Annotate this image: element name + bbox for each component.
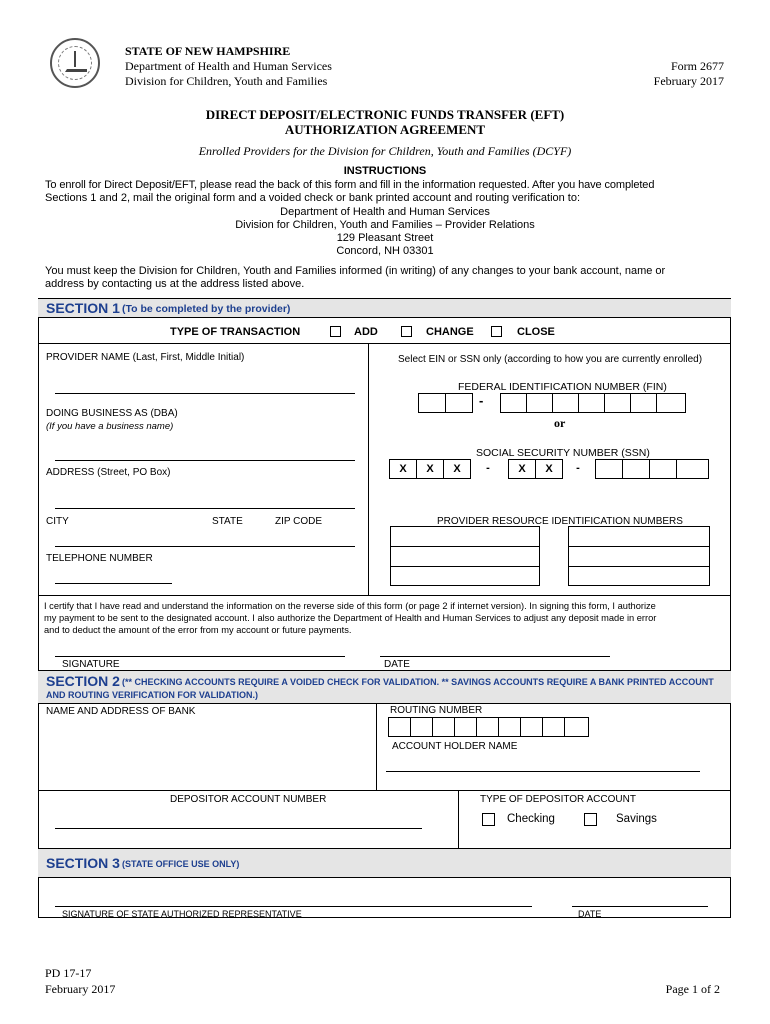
close-label: CLOSE [517, 326, 555, 338]
provider-name-label: PROVIDER NAME (Last, First, Middle Initial) [46, 352, 245, 363]
account-holder-field[interactable] [386, 771, 700, 772]
form-date: February 2017 [653, 74, 724, 88]
instructions-text-2: Sections 1 and 2, mail the original form and a voided check or bank printed account and routing verification to: [45, 192, 581, 204]
provider-resource-id-box-2[interactable] [568, 526, 710, 586]
certification-text: I certify that I have read and understand the information on the reverse side of this form (or page 2 if internet version). In signing this form, I authorize my payment to be sent to the designated account. I also authorize the Department of Health and Human Services to adjust any deposit made in error and to deduct the amount of the error from my account or future payments. [44, 601, 657, 635]
address-field[interactable] [55, 508, 355, 509]
divider [38, 790, 731, 791]
state-label: STATE [212, 516, 243, 527]
mail-address-line1: Department of Health and Human Services [280, 206, 490, 218]
provider-resource-id-box-1[interactable] [390, 526, 540, 586]
ein-ssn-select-note: Select EIN or SSN only (according to how you are currently enrolled) [398, 354, 703, 365]
account-type-label: TYPE OF DEPOSITOR ACCOUNT [480, 794, 636, 805]
column-divider [376, 704, 377, 790]
state-name: STATE OF NEW HAMPSHIRE [125, 44, 291, 58]
section1-note: (To be completed by the provider) [122, 303, 291, 315]
add-checkbox[interactable] [330, 326, 341, 337]
telephone-field[interactable] [55, 583, 172, 584]
instructions-text-1: To enroll for Direct Deposit/EFT, please read the back of this form and fill in the information requested. After you have completed [45, 179, 655, 191]
form-title-line1: DIRECT DEPOSIT/ELECTRONIC FUNDS TRANSFER (EFT) [205, 107, 565, 122]
savings-checkbox[interactable] [584, 813, 597, 826]
change-label: CHANGE [426, 326, 474, 338]
transaction-type-label: TYPE OF TRANSACTION [170, 326, 301, 338]
close-checkbox[interactable] [491, 326, 502, 337]
mail-address-line4: Concord, NH 03301 [336, 245, 434, 257]
section2-note-line1: (** CHECKING ACCOUNTS REQUIRE A VOIDED CHECK FOR VALIDATION. ** SAVINGS ACCOUNTS REQUIRE A BANK PRINTED ACCOUNT [122, 677, 714, 687]
page-number: Page 1 of 2 [665, 982, 720, 996]
state-rep-date-label: DATE [578, 909, 602, 919]
instructions-heading: INSTRUCTIONS [343, 165, 427, 177]
provider-resource-id-label: PROVIDER RESOURCE IDENTIFICATION NUMBERS [437, 516, 683, 527]
dba-label: DOING BUSINESS AS (DBA) [46, 408, 178, 419]
section1-title: SECTION 1 [46, 300, 120, 316]
savings-label: Savings [616, 813, 657, 825]
date-field[interactable] [380, 656, 610, 657]
or-label: or [554, 416, 566, 430]
signature-field[interactable] [55, 656, 345, 657]
city-label: CITY [46, 516, 69, 527]
notice-text-2: address by contacting us at the address listed above. [45, 278, 305, 290]
provider-name-field[interactable] [55, 393, 355, 394]
date-label: DATE [384, 659, 410, 670]
address-label: ADDRESS (Street, PO Box) [46, 467, 171, 478]
bank-name-address-label: NAME AND ADDRESS OF BANK [46, 706, 196, 717]
column-divider [458, 790, 459, 848]
dba-field[interactable] [55, 460, 355, 461]
city-state-zip-field[interactable] [55, 546, 355, 547]
zip-label: ZIP CODE [275, 516, 323, 527]
mail-address-line2: Division for Children, Youth and Families – Provider Relations [235, 219, 535, 231]
section2-title: SECTION 2 [46, 673, 120, 689]
depositor-account-number-field[interactable] [55, 828, 422, 829]
form-title-line2: AUTHORIZATION AGREEMENT [284, 122, 486, 137]
checking-label: Checking [507, 813, 555, 825]
divider [38, 343, 731, 344]
department-name: Department of Health and Human Services [125, 59, 332, 73]
division-name: Division for Children, Youth and Families [125, 74, 328, 88]
change-checkbox[interactable] [401, 326, 412, 337]
column-divider [368, 343, 369, 595]
telephone-label: TELEPHONE NUMBER [46, 553, 153, 564]
footer-date: February 2017 [45, 982, 116, 996]
notice-text-1: You must keep the Division for Children, Youth and Families informed (in writing) of any changes to your bank account, name or [45, 265, 666, 277]
ssn-label: SOCIAL SECURITY NUMBER (SSN) [476, 447, 650, 459]
add-label: ADD [354, 326, 378, 338]
section3-title: SECTION 3 [46, 855, 120, 871]
section2-note-line2: AND ROUTING VERIFICATION FOR VALIDATION.) [46, 690, 258, 700]
dba-note: (If you have a business name) [46, 421, 174, 432]
depositor-account-number-label: DEPOSITOR ACCOUNT NUMBER [170, 794, 327, 805]
form-subtitle: Enrolled Providers for the Division for Children, Youth and Families (DCYF) [198, 144, 572, 158]
routing-number-label: ROUTING NUMBER [390, 705, 483, 716]
state-rep-signature-field[interactable] [55, 906, 532, 907]
checking-checkbox[interactable] [482, 813, 495, 826]
account-holder-label: ACCOUNT HOLDER NAME [392, 741, 518, 752]
state-rep-signature-label: SIGNATURE OF STATE AUTHORIZED REPRESENTATIVE [62, 909, 302, 919]
signature-label: SIGNATURE [62, 659, 120, 670]
state-seal-icon [50, 38, 100, 88]
form-number: Form 2677 [670, 59, 724, 73]
state-rep-date-field[interactable] [572, 906, 708, 907]
footer-form-code: PD 17-17 [45, 966, 92, 980]
section3-note: (STATE OFFICE USE ONLY) [122, 859, 240, 869]
mail-address-line3: 129 Pleasant Street [336, 232, 434, 244]
fein-dash: - [479, 393, 484, 408]
fein-label: FEDERAL IDENTIFICATION NUMBER (FIN) [458, 381, 667, 393]
divider [38, 595, 731, 596]
